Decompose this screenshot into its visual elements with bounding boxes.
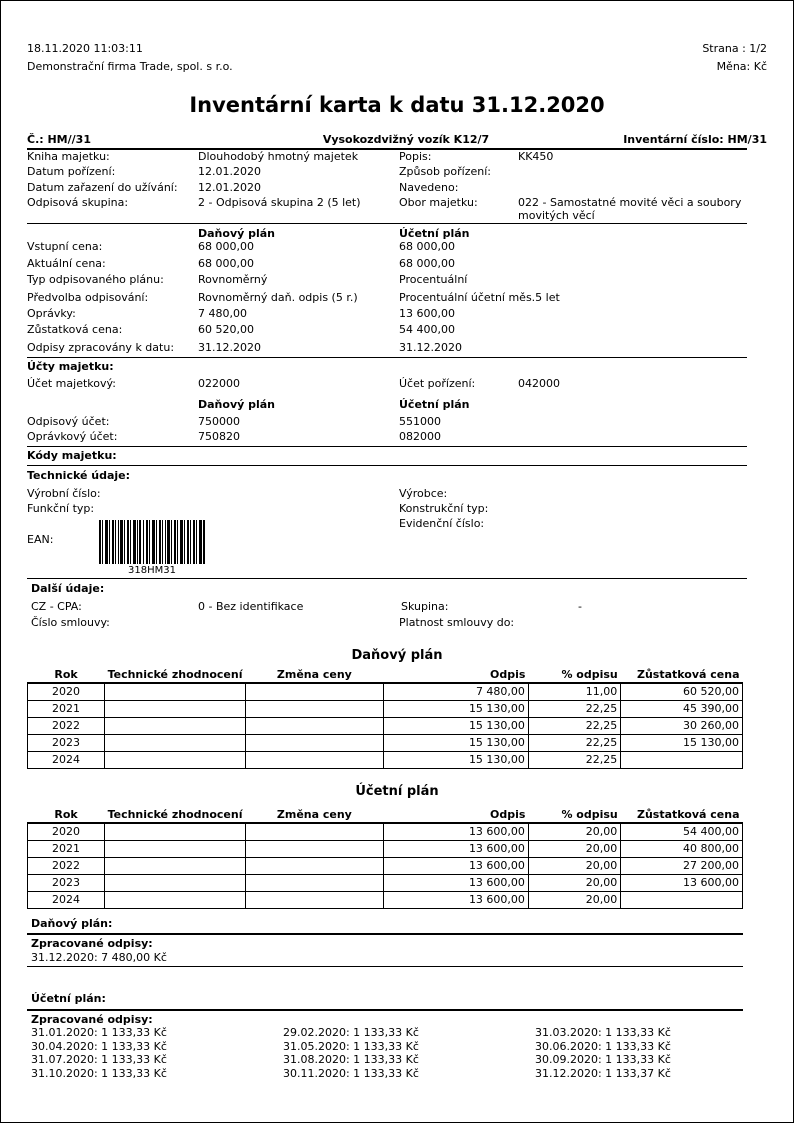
column-header: Technické zhodnocení: [105, 668, 246, 683]
table-cell: [105, 701, 246, 718]
value: Procentuální: [399, 273, 468, 286]
table-cell: 22,25: [528, 752, 620, 769]
table-cell: 13 600,00: [383, 841, 528, 858]
value: 68 000,00: [399, 240, 455, 253]
section-title: Daňový plán:: [31, 917, 113, 930]
value: 12.01.2020: [198, 181, 261, 194]
list-item: 29.02.2020: 1 133,33 Kč: [283, 1026, 419, 1039]
table-cell: [105, 752, 246, 769]
list-item: 30.09.2020: 1 133,33 Kč: [535, 1053, 671, 1066]
table-cell: [105, 735, 246, 752]
table-cell: 15 130,00: [383, 701, 528, 718]
value: Rovnoměrný daň. odpis (5 r.): [198, 291, 358, 304]
table-cell: 15 130,00: [621, 735, 743, 752]
barcode-image: [97, 520, 207, 564]
table-cell: 60 520,00: [621, 683, 743, 701]
divider: [27, 223, 747, 224]
table-cell: [245, 823, 383, 841]
table-cell: [105, 823, 246, 841]
label: Odpisy zpracovány k datu:: [27, 341, 175, 354]
table-cell: 11,00: [528, 683, 620, 701]
column-header: Zůstatková cena: [621, 808, 743, 823]
table-row: [28, 841, 743, 858]
card-number: Č.: HM//31: [27, 133, 91, 146]
table-row: [28, 823, 743, 841]
column-header: Daňový plán: [198, 227, 276, 240]
value: 082000: [399, 430, 441, 443]
table-cell: 2023: [28, 875, 105, 892]
list-item: 31.01.2020: 1 133,33 Kč: [31, 1026, 167, 1039]
acc-plan-table: [27, 808, 743, 909]
column-header: Účetní plán: [399, 227, 470, 240]
column-header: Technické zhodnocení: [105, 808, 246, 823]
value: 551000: [399, 415, 441, 428]
currency: Měna: Kč: [716, 60, 767, 73]
label: Předvolba odpisování:: [27, 291, 149, 304]
list-item: 31.10.2020: 1 133,33 Kč: [31, 1067, 167, 1080]
value: 68 000,00: [198, 240, 254, 253]
list-item: 30.11.2020: 1 133,33 Kč: [283, 1067, 419, 1080]
label: CZ - CPA:: [31, 600, 82, 613]
divider: [27, 148, 747, 150]
table-cell: [245, 892, 383, 909]
value: Rovnoměrný: [198, 273, 268, 286]
table-cell: 22,25: [528, 735, 620, 752]
value: 022000: [198, 377, 240, 390]
table-cell: 2021: [28, 841, 105, 858]
table-cell: 30 260,00: [621, 718, 743, 735]
divider: [27, 1009, 743, 1011]
list-item: 31.08.2020: 1 133,33 Kč: [283, 1053, 419, 1066]
column-header: Zůstatková cena: [621, 668, 743, 683]
table-cell: 2020: [28, 683, 105, 701]
column-header: Odpis: [383, 808, 528, 823]
section-title: Kódy majetku:: [27, 449, 117, 462]
value: -: [578, 600, 582, 613]
table-cell: 15 130,00: [383, 718, 528, 735]
table-row: [28, 752, 743, 769]
divider: [27, 578, 747, 579]
value: 750000: [198, 415, 240, 428]
value: 68 000,00: [198, 257, 254, 270]
table-cell: [621, 752, 743, 769]
label: Číslo smlouvy:: [31, 616, 110, 629]
table-cell: 2021: [28, 701, 105, 718]
table-cell: 20,00: [528, 892, 620, 909]
list-item: 31.03.2020: 1 133,33 Kč: [535, 1026, 671, 1039]
asset-name: Vysokozdvižný vozík K12/7: [322, 133, 490, 146]
label: Vstupní cena:: [27, 240, 103, 253]
label: Evidenční číslo:: [399, 517, 485, 530]
divider: [27, 933, 743, 935]
table-cell: [245, 752, 383, 769]
divider: [27, 446, 747, 447]
label: Typ odpisovaného plánu:: [27, 273, 164, 286]
value: 54 400,00: [399, 323, 455, 336]
label: Aktuální cena:: [27, 257, 106, 270]
table-cell: 13 600,00: [621, 875, 743, 892]
table-cell: 45 390,00: [621, 701, 743, 718]
label: Výrobce:: [399, 487, 448, 500]
table-cell: [245, 735, 383, 752]
table-cell: 2020: [28, 823, 105, 841]
value: 60 520,00: [198, 323, 254, 336]
table-cell: 27 200,00: [621, 858, 743, 875]
column-header: Změna ceny: [245, 808, 383, 823]
label: Konstrukční typ:: [399, 502, 489, 515]
barcode-text: 318HM31: [128, 565, 176, 576]
label: Datum pořízení:: [27, 165, 116, 178]
table-cell: 22,25: [528, 701, 620, 718]
column-header: Změna ceny: [245, 668, 383, 683]
column-header: Daňový plán: [198, 398, 276, 411]
label: Popis:: [399, 150, 432, 163]
label: Kniha majetku:: [27, 150, 110, 163]
column-header: Rok: [28, 668, 105, 683]
tax-plan-title: Daňový plán: [351, 648, 443, 663]
table-row: [28, 718, 743, 735]
list-item: 31.07.2020: 1 133,33 Kč: [31, 1053, 167, 1066]
table-row: [28, 892, 743, 909]
column-header: Účetní plán: [399, 398, 470, 411]
table-cell: 15 130,00: [383, 735, 528, 752]
table-cell: 13 600,00: [383, 858, 528, 875]
table-cell: 13 600,00: [383, 892, 528, 909]
value: 750820: [198, 430, 240, 443]
table-row: [28, 735, 743, 752]
inventory-number: Inventární číslo: HM/31: [623, 133, 767, 146]
table-cell: [105, 841, 246, 858]
table-cell: 22,25: [528, 718, 620, 735]
section-title: Účty majetku:: [27, 360, 114, 373]
table-cell: 15 130,00: [383, 752, 528, 769]
value: Dlouhodobý hmotný majetek: [198, 150, 359, 163]
table-cell: 2023: [28, 735, 105, 752]
divider: [27, 465, 747, 466]
divider: [27, 357, 747, 358]
list-item: 30.06.2020: 1 133,33 Kč: [535, 1040, 671, 1053]
label: Účet pořízení:: [399, 377, 476, 390]
column-header: Rok: [28, 808, 105, 823]
label: Způsob pořízení:: [399, 165, 491, 178]
tax-plan-table: [27, 668, 743, 769]
table-cell: 40 800,00: [621, 841, 743, 858]
table-row: [28, 683, 743, 701]
table-row: [28, 858, 743, 875]
section-title: Technické údaje:: [27, 469, 131, 482]
label: Odpisová skupina:: [27, 196, 129, 209]
divider: [27, 966, 743, 967]
label: Datum zařazení do užívání:: [27, 181, 178, 194]
table-cell: 2022: [28, 858, 105, 875]
label: Odpisový účet:: [27, 415, 110, 428]
value: 0 - Bez identifikace: [198, 600, 304, 613]
page-number: Strana : 1/2: [702, 42, 767, 55]
value: 7 480,00: [198, 307, 247, 320]
label: Funkční typ:: [27, 502, 95, 515]
value: KK450: [518, 150, 554, 163]
value: 31.12.2020: [399, 341, 462, 354]
document-title: Inventární karta k datu 31.12.2020: [189, 93, 605, 117]
column-header: % odpisu: [528, 668, 620, 683]
label: Platnost smlouvy do:: [399, 616, 515, 629]
table-cell: 2022: [28, 718, 105, 735]
table-cell: 20,00: [528, 875, 620, 892]
list-item: 30.04.2020: 1 133,33 Kč: [31, 1040, 167, 1053]
table-cell: 7 480,00: [383, 683, 528, 701]
list-item: 31.05.2020: 1 133,33 Kč: [283, 1040, 419, 1053]
table-cell: [245, 858, 383, 875]
table-cell: 13 600,00: [383, 875, 528, 892]
table-cell: [105, 683, 246, 701]
section-title: Účetní plán:: [31, 992, 106, 1005]
table-cell: [245, 683, 383, 701]
value: Procentuální účetní měs.5 let: [399, 291, 560, 304]
label: Zůstatková cena:: [27, 323, 123, 336]
label: Skupina:: [401, 600, 449, 613]
list-item: 31.12.2020: 7 480,00 Kč: [31, 951, 167, 964]
value: 68 000,00: [399, 257, 455, 270]
label: Výrobní číslo:: [27, 487, 101, 500]
table-cell: 20,00: [528, 841, 620, 858]
column-header: % odpisu: [528, 808, 620, 823]
column-header: Odpis: [383, 668, 528, 683]
table-row: [28, 701, 743, 718]
list-item: 31.12.2020: 1 133,37 Kč: [535, 1067, 671, 1080]
label: Obor majetku:: [399, 196, 478, 209]
label: Účet majetkový:: [27, 377, 116, 390]
table-cell: 13 600,00: [383, 823, 528, 841]
table-cell: [105, 718, 246, 735]
table-cell: [621, 892, 743, 909]
table-cell: 20,00: [528, 823, 620, 841]
subsection-title: Zpracované odpisy:: [31, 1013, 153, 1026]
table-cell: 2024: [28, 892, 105, 909]
value: movitých věcí: [518, 209, 595, 222]
label: EAN:: [27, 533, 54, 546]
value: 022 - Samostatné movité věci a soubory: [518, 196, 742, 209]
value: 042000: [518, 377, 560, 390]
label: Navedeno:: [399, 181, 459, 194]
table-cell: 2024: [28, 752, 105, 769]
table-cell: [105, 875, 246, 892]
table-cell: 54 400,00: [621, 823, 743, 841]
table-cell: [245, 841, 383, 858]
subsection-title: Zpracované odpisy:: [31, 937, 153, 950]
print-datetime: 18.11.2020 11:03:11: [27, 42, 143, 55]
label: Oprávky:: [27, 307, 76, 320]
table-row: [28, 875, 743, 892]
acc-plan-title: Účetní plán: [355, 784, 439, 799]
section-title: Další údaje:: [31, 582, 105, 595]
table-cell: [245, 875, 383, 892]
company-name: Demonstrační firma Trade, spol. s r.o.: [27, 60, 233, 73]
table-cell: [105, 892, 246, 909]
value: 2 - Odpisová skupina 2 (5 let): [198, 196, 361, 209]
value: 13 600,00: [399, 307, 455, 320]
table-cell: 20,00: [528, 858, 620, 875]
table-cell: [105, 858, 246, 875]
value: 12.01.2020: [198, 165, 261, 178]
table-cell: [245, 718, 383, 735]
value: 31.12.2020: [198, 341, 261, 354]
label: Oprávkový účet:: [27, 430, 118, 443]
table-cell: [245, 701, 383, 718]
